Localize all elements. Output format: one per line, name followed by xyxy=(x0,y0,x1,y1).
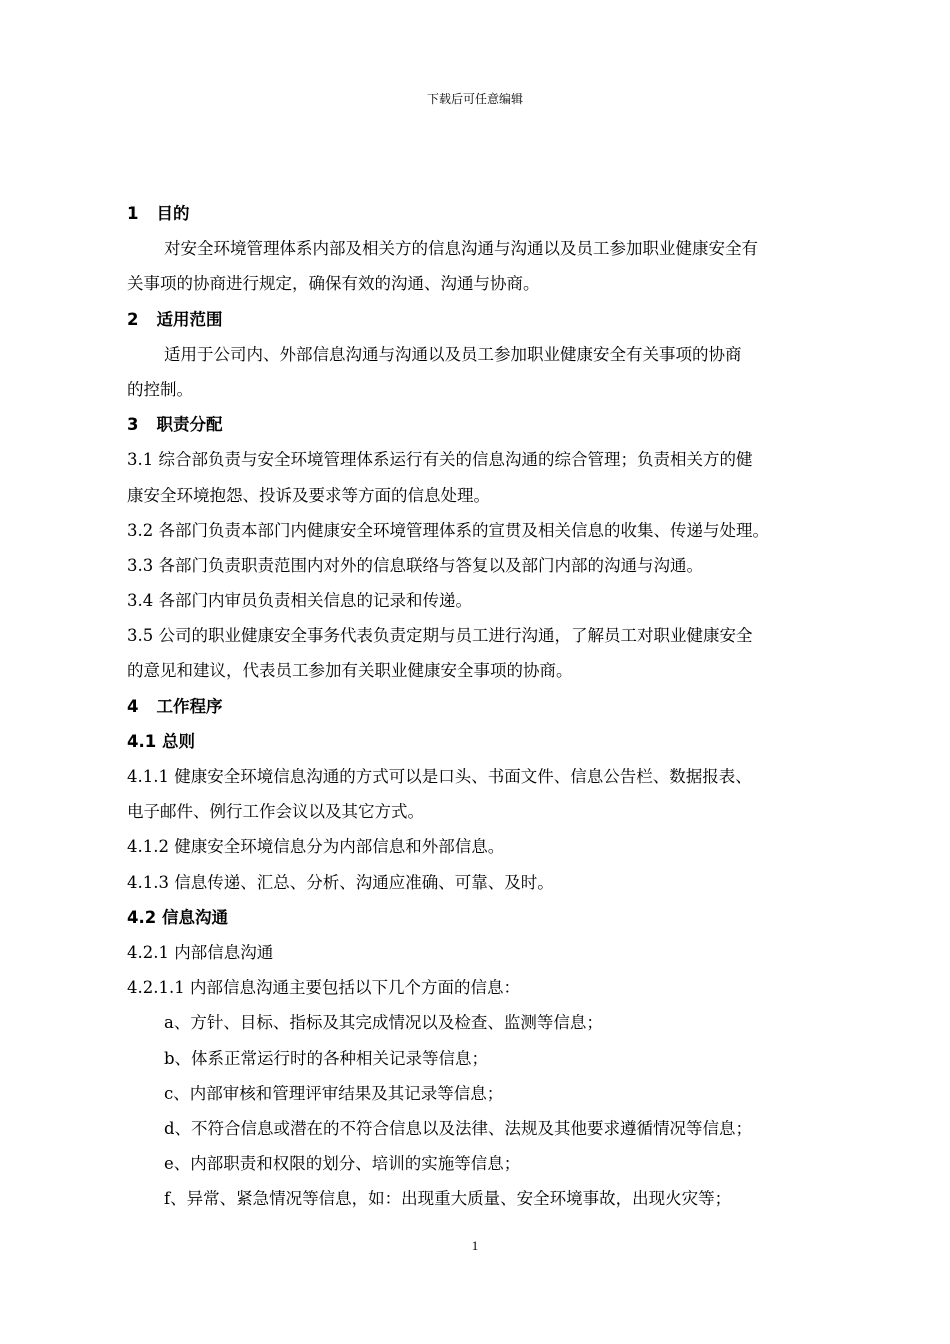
paragraph-line: 电子邮件、例行工作会议以及其它方式。 xyxy=(127,802,424,822)
subsection-heading: 4.1 总则 xyxy=(127,731,195,751)
paragraph-line: 3.2 各部门负责本部门内健康安全环境管理体系的宣贯及相关信息的收集、传递与处理。 xyxy=(127,520,769,540)
section-heading-4: 4 工作程序 xyxy=(127,696,223,716)
list-item: e、内部职责和权限的划分、培训的实施等信息； xyxy=(164,1154,521,1174)
paragraph-line: 3.3 各部门负责职责范围内对外的信息联络与答复以及部门内部的沟通与沟通。 xyxy=(127,555,703,575)
document-body xyxy=(127,196,859,1216)
paragraph-line: 4.1.1 健康安全环境信息沟通的方式可以是口头、书面文件、信息公告栏、数据报表、 xyxy=(127,767,752,786)
list-item: a、方针、目标、指标及其完成情况以及检查、监测等信息； xyxy=(164,1013,603,1033)
section-heading-2: 2 适用范围 xyxy=(127,309,223,329)
paragraph-line: 康安全环境抱怨、投诉及要求等方面的信息处理。 xyxy=(127,485,490,505)
section-heading-1: 1 目的 xyxy=(127,204,190,223)
list-item: b、体系正常运行时的各种相关记录等信息； xyxy=(164,1048,489,1068)
list-item: d、不符合信息或潜在的不符合信息以及法律、法规及其他要求遵循情况等信息； xyxy=(164,1118,753,1138)
paragraph-line: 对安全环境管理体系内部及相关方的信息沟通与沟通以及员工参加职业健康安全有 xyxy=(164,239,758,259)
paragraph-line: 3.5 公司的职业健康安全事务代表负责定期与员工进行沟通，了解员工对职业健康安全 xyxy=(127,626,753,646)
paragraph-line: 适用于公司内、外部信息沟通与沟通以及员工参加职业健康安全有关事项的协商 xyxy=(164,344,742,364)
paragraph-line: 的意见和建议，代表员工参加有关职业健康安全事项的协商。 xyxy=(127,661,573,681)
paragraph-line: 4.2.1.1 内部信息沟通主要包括以下几个方面的信息： xyxy=(127,978,520,998)
paragraph-line: 关事项的协商进行规定，确保有效的沟通、沟通与协商。 xyxy=(127,274,540,294)
list-item: c、内部审核和管理评审结果及其记录等信息； xyxy=(164,1083,504,1103)
paragraph-line: 4.2.1 内部信息沟通 xyxy=(127,942,274,962)
section-heading-3: 3 职责分配 xyxy=(127,415,223,435)
subsection-heading: 4.2 信息沟通 xyxy=(127,907,228,927)
paragraph-line: 3.1 综合部负责与安全环境管理体系运行有关的信息沟通的综合管理；负责相关方的健 xyxy=(127,450,753,470)
list-item: f、异常、紧急情况等信息，如：出现重大质量、安全环境事故，出现火灾等； xyxy=(164,1189,732,1209)
paragraph-line: 4.1.2 健康安全环境信息分为内部信息和外部信息。 xyxy=(127,837,505,857)
page-number: 1 xyxy=(471,1238,479,1253)
paragraph-line: 的控制。 xyxy=(127,379,193,399)
paragraph-line: 3.4 各部门内审员负责相关信息的记录和传递。 xyxy=(127,591,472,611)
page-header: 下载后可任意编辑 xyxy=(426,92,523,106)
paragraph-line: 4.1.3 信息传递、汇总、分析、沟通应准确、可靠、及时。 xyxy=(127,872,554,892)
